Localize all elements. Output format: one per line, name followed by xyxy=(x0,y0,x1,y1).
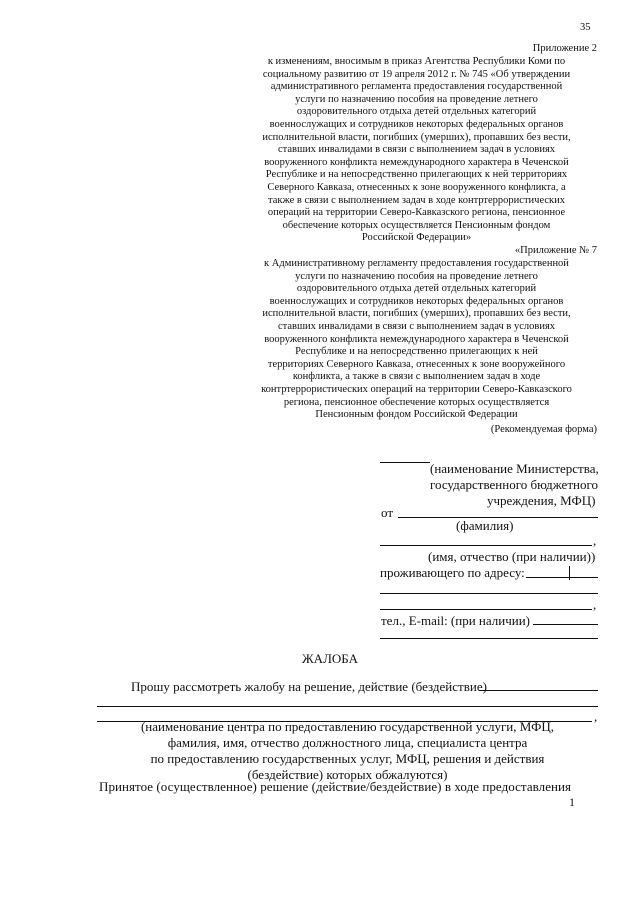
appendix-header-line: обеспечение которых осуществляется Пенсионным фондом xyxy=(282,219,551,231)
page-mark: 1 xyxy=(569,795,575,809)
center-hint-line: (бездействие) которых обжалуются) xyxy=(247,767,448,782)
appendix-seven-line: Республике и на непосредственно прилегающих к ней xyxy=(295,346,538,358)
appendix-header-line: исполнительной власти, погибших (умерших), пропавших без вести, xyxy=(262,131,571,143)
complaint-line-1 xyxy=(479,690,598,691)
recommended-form-label: (Рекомендуемая форма) xyxy=(490,424,597,435)
address-comma: , xyxy=(593,597,597,612)
appendix-seven-text xyxy=(230,258,603,422)
appendix-header-line: к изменениям, вносимым в приказ Агентства Республики Коми по xyxy=(267,56,566,67)
appendix-seven-line: Пенсионным фондом Российской Федерации xyxy=(315,409,518,421)
ministry-hint-1: (наименование Министерства, xyxy=(430,461,599,476)
appendix-header-line: Северного Кавказа, отнесенных к зоне вооруженного конфликта, а xyxy=(267,181,566,193)
name-hint: (имя, отчество (при наличии)) xyxy=(428,549,596,564)
address-line-2 xyxy=(380,593,598,594)
complaint-title: ЖАЛОБА xyxy=(302,651,358,666)
appendix-header-line: Республике и на непосредственно прилегающих к ней территориях xyxy=(265,169,568,181)
appendix-header-line: административного регламента предоставления государственной xyxy=(270,81,563,93)
center-hint xyxy=(97,719,598,783)
appendix-seven-line: исполнительной власти, погибших (умерших), пропавших без вести, xyxy=(262,308,571,320)
surname-hint: (фамилия) xyxy=(456,518,514,533)
appendix-header-title: Приложение 2 xyxy=(532,43,597,54)
address-line-3 xyxy=(380,609,592,610)
appendix-header-line: оздоровительного отдыха детей отдельных категорий xyxy=(296,106,537,118)
appendix-seven-line: услуги по назначению пособия на проведение летнего xyxy=(295,270,538,282)
appendix-seven-line: оздоровительного отдыха детей отдельных категорий xyxy=(296,283,537,295)
page-number: 35 xyxy=(580,22,591,33)
surname-line xyxy=(380,545,592,546)
appendix-header-line: Российской Федерации» xyxy=(361,232,472,244)
complaint-request-text: Прошу рассмотреть жалобу на решение, действие (бездействие) xyxy=(131,679,487,694)
appendix-seven-line: конфликта, а также в связи с выполнением задач в ходе xyxy=(292,371,541,383)
appendix-header-text xyxy=(230,56,603,245)
center-hint-line: по предоставлению государственных услуг, МФЦ, решения и действия xyxy=(150,751,545,766)
from-label: от xyxy=(381,505,394,520)
appendix-header-line: социальному развитию от 19 апреля 2012 г. № 745 «Об утверждении xyxy=(262,68,571,80)
address-label: проживающего по адресу: xyxy=(380,565,525,580)
handwritten-tick xyxy=(569,566,570,580)
phone-label: тел., E-mail: (при наличии) xyxy=(381,613,530,628)
appendix-header xyxy=(230,43,597,56)
ministry-hint-2: государственного бюджетного xyxy=(430,477,598,492)
appendix-header-line: также в связи с выполнением задач в ходе контртеррористических xyxy=(267,194,566,206)
surname-comma: , xyxy=(593,533,597,548)
complaint-comma: , xyxy=(594,709,598,724)
appendix-seven-title: «Приложение № 7 xyxy=(514,245,597,256)
appendix-seven-line: ставших инвалидами в связи с выполнением задач в условиях xyxy=(277,320,556,332)
appendix-header-line: вооруженного конфликта немеждународного характера в Чеченской xyxy=(264,156,569,168)
appendix-seven-line: вооруженного конфликта немеждународного характера в Чеченской xyxy=(264,333,569,345)
ministry-hint-3: учреждения, МФЦ) xyxy=(487,493,596,508)
appendix-header-line: услуги по назначению пособия на проведение летнего xyxy=(295,93,538,105)
appendix-seven-line: контртеррористических операций на территории Северо-Кавказского xyxy=(261,383,572,395)
ministry-line xyxy=(380,462,430,463)
appendix-seven-line: территориях Северного Кавказа, отнесенных к зоне вооружейного xyxy=(267,358,566,370)
phone-line-2 xyxy=(380,638,598,639)
center-hint-line: фамилия, имя, отчество должностного лица, специалиста центра xyxy=(167,735,528,750)
appendix-header-line: ставших инвалидами в связи с выполнением задач в условиях xyxy=(277,144,556,156)
phone-line xyxy=(533,624,598,625)
appendix-header-line: операций на территории Северо-Кавказского региона, пенсионное xyxy=(267,207,566,219)
complaint-line-2 xyxy=(97,706,598,707)
center-hint-line: (наименование центра по предоставлению государственной услуги, МФЦ, xyxy=(140,719,555,734)
appendix-seven-line: к Административному регламенту предоставления государственной xyxy=(264,258,569,269)
address-line xyxy=(526,577,598,578)
appendix-seven-line: военнослужащих и сотрудников некоторых федеральных органов xyxy=(269,295,564,307)
appendix-header-line: военнослужащих и сотрудников некоторых федеральных органов xyxy=(269,118,564,130)
decision-line: Принятое (осуществленное) решение (действие/бездействие) в ходе предоставления xyxy=(99,779,572,794)
appendix-seven-line: региона, пенсионное обеспечение которых осуществляется xyxy=(283,396,550,408)
